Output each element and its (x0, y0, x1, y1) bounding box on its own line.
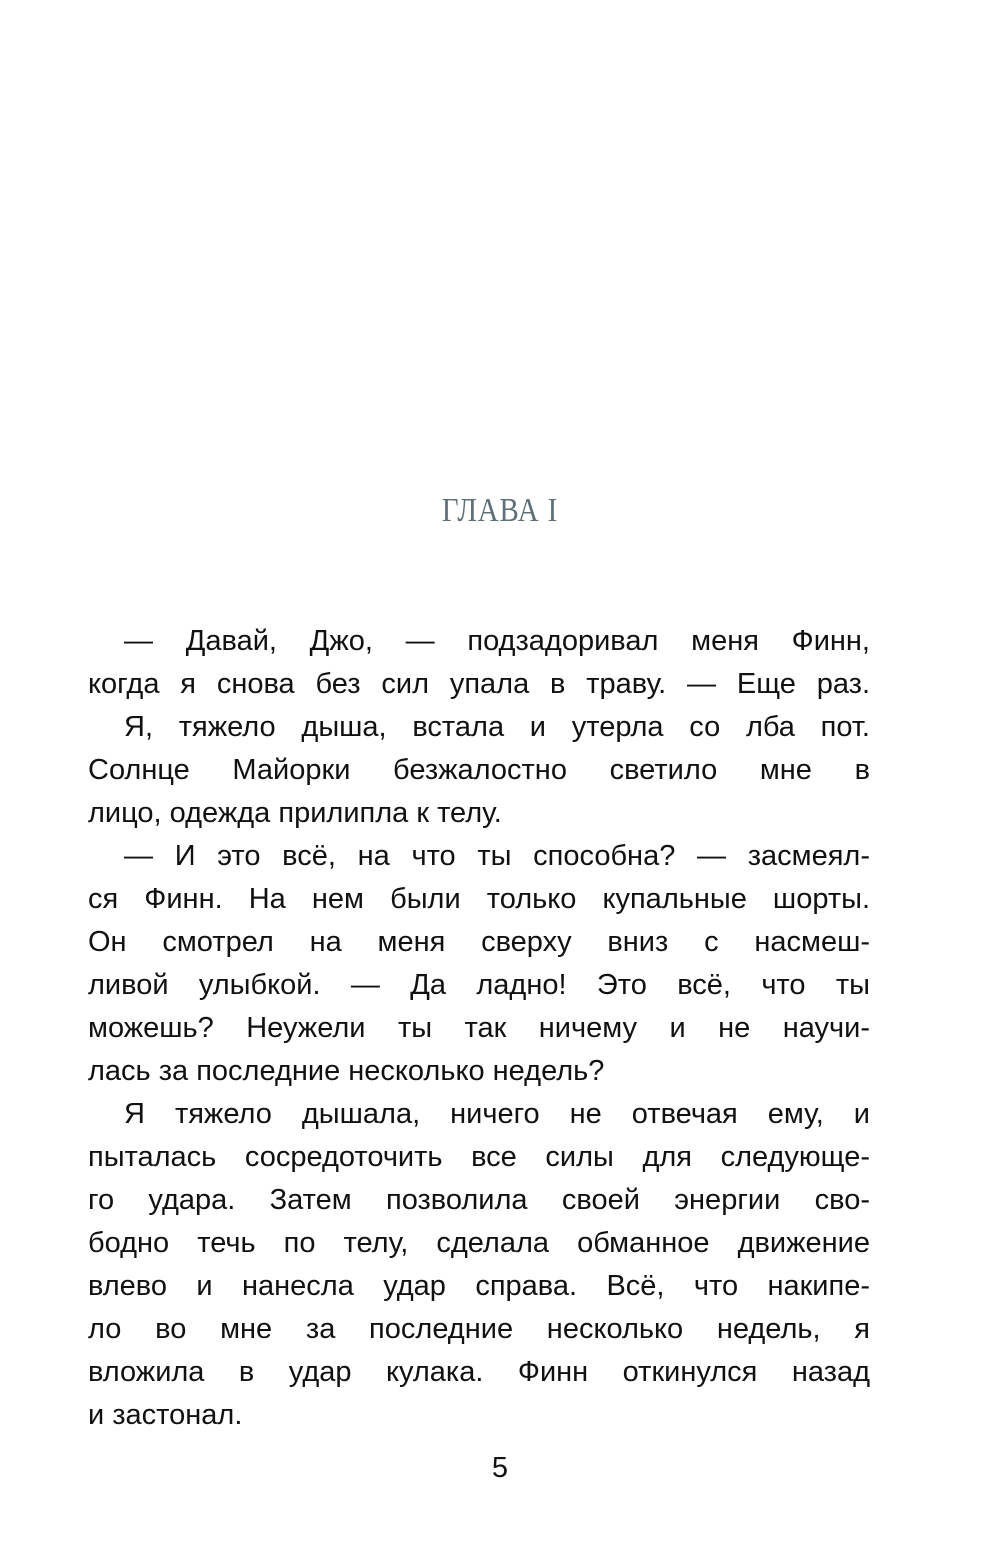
chapter-heading: ГЛАВА I (441, 492, 559, 529)
page-number: 5 (491, 1452, 509, 1484)
text-line: когда я снова без сил упала в траву. — Еще раз. (88, 668, 870, 700)
text-line: ло во мне за последние несколько недель, я (88, 1313, 870, 1345)
text-line: — Давай, Джо, — подзадоривал меня Финн, (124, 625, 870, 657)
text-line: лицо, одежда прилипла к телу. (88, 797, 502, 829)
text-line: лась за последние несколько недель? (88, 1055, 605, 1087)
text-line: Он смотрел на меня сверху вниз с насмеш- (88, 926, 870, 958)
text-line: влево и нанесла удар справа. Всё, что накипе- (88, 1270, 870, 1302)
text-line: ливой улыбкой. — Да ладно! Это всё, что ты (88, 969, 870, 1001)
text-line: ся Финн. На нем были только купальные шорты. (88, 883, 870, 915)
text-line: бодно течь по телу, сделала обманное движение (88, 1227, 870, 1259)
text-line: — И это всё, на что ты способна? — засмеял- (124, 840, 870, 872)
text-line: го удара. Затем позволила своей энергии сво- (88, 1184, 870, 1216)
text-line: вложила в удар кулака. Финн откинулся назад (88, 1356, 870, 1388)
text-line: Солнце Майорки безжалостно светило мне в (88, 754, 870, 786)
text-line: Я, тяжело дыша, встала и утерла со лба пот. (124, 711, 870, 743)
text-line: Я тяжело дышала, ничего не отвечая ему, и (124, 1098, 870, 1130)
body-text (88, 620, 870, 1437)
text-line: можешь? Неужели ты так ничему и не научи- (88, 1012, 870, 1044)
text-line: пыталась сосредоточить все силы для следующе- (88, 1141, 870, 1173)
text-line: и застонал. (88, 1399, 243, 1431)
